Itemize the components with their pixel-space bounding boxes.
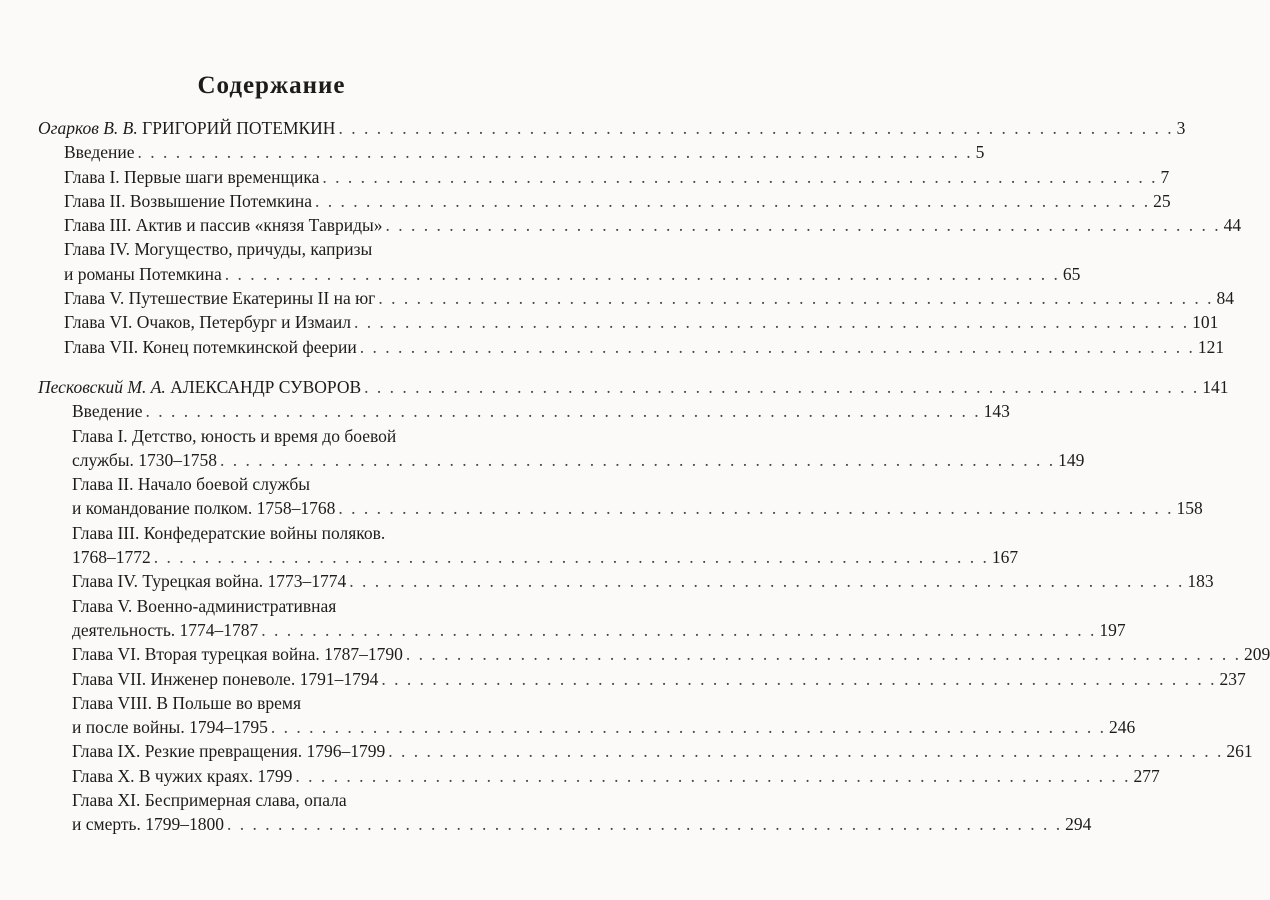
- toc-entry-line: [0, 189, 1171, 213]
- page-number: 294: [1065, 814, 1092, 835]
- dot-leader: . . . . . . . . . . . . . . . . . . . . . . . . . . . . . . . . . . . . . . . . . . . . . . . . . . . . . . . . . . . . . . . . . .: [359, 336, 1195, 357]
- page-number: 121: [1197, 336, 1225, 357]
- toc-section: [0, 375, 1270, 837]
- toc-entry-line: [0, 496, 1203, 520]
- page-number: 237: [1219, 668, 1246, 689]
- toc-entry-line-cont: [0, 788, 543, 812]
- dot-leader: . . . . . . . . . . . . . . . . . . . . . . . . . . . . . . . . . . . . . . . . . . . . . . . . . . . . . . . . . . . . . . . . . .: [295, 765, 1131, 786]
- toc-entry-line: [0, 262, 1081, 286]
- entry-title: Введение: [72, 401, 143, 422]
- toc-entry-line-cont: [0, 691, 543, 715]
- toc-entry[interactable]: [0, 788, 1092, 837]
- page-number: 65: [1062, 263, 1081, 284]
- toc-section: [0, 116, 1242, 359]
- toc-entry-line-cont: [0, 237, 543, 261]
- entry-title: Введение: [64, 142, 135, 163]
- toc-entry[interactable]: [0, 399, 1010, 423]
- toc-entry[interactable]: [0, 310, 1219, 334]
- page-number: 25: [1153, 190, 1171, 211]
- dot-leader: . . . . . . . . . . . . . . . . . . . . . . . . . . . . . . . . . . . . . . . . . . . . . . . . . . . . . . . . . . . . . . . . . .: [338, 498, 1174, 519]
- toc-entry[interactable]: [0, 691, 1136, 740]
- entry-title: и романы Потемкина: [64, 263, 222, 284]
- page-number: 5: [975, 142, 985, 163]
- page-number: 141: [1202, 377, 1229, 397]
- entry-title: Глава I. Первые шаги временщика: [64, 166, 320, 187]
- entry-title: Глава VI. Вторая турецкая война. 1787–1790: [72, 644, 403, 665]
- dot-leader: . . . . . . . . . . . . . . . . . . . . . . . . . . . . . . . . . . . . . . . . . . . . . . . . . . . . . . . . . . . . . . . . . .: [388, 741, 1224, 762]
- toc-section-header: [0, 116, 1186, 140]
- toc-entry-line: [0, 448, 1085, 472]
- dot-leader: . . . . . . . . . . . . . . . . . . . . . . . . . . . . . . . . . . . . . . . . . . . . . . . . . . . . . . . . . . . . . . . . . .: [153, 547, 989, 568]
- dot-leader: . . . . . . . . . . . . . . . . . . . . . . . . . . . . . . . . . . . . . . . . . . . . . . . . . . . . . . . . . . . . . . . . . .: [322, 166, 1158, 187]
- toc-entry[interactable]: [0, 521, 1019, 570]
- toc-entry-line: [0, 213, 1242, 237]
- page-number: 158: [1176, 498, 1203, 519]
- toc-entry[interactable]: [0, 165, 1170, 189]
- dot-leader: . . . . . . . . . . . . . . . . . . . . . . . . . . . . . . . . . . . . . . . . . . . . . . . . . . . . . . . . . . . . . . . . . .: [315, 190, 1151, 211]
- toc-entry[interactable]: [0, 594, 1126, 643]
- page-number: 101: [1192, 312, 1219, 333]
- entry-title: Глава VII. Конец потемкинской феерии: [64, 336, 357, 357]
- entry-title: Глава IX. Резкие превращения. 1796–1799: [72, 741, 386, 762]
- toc-section-header: [0, 375, 1229, 399]
- dot-leader: . . . . . . . . . . . . . . . . . . . . . . . . . . . . . . . . . . . . . . . . . . . . . . . . . . . . . . . . . . . . . . . . . .: [364, 377, 1200, 397]
- dot-leader: . . . . . . . . . . . . . . . . . . . . . . . . . . . . . . . . . . . . . . . . . . . . . . . . . . . . . . . . . . . . . . . . . .: [338, 118, 1174, 138]
- toc-entry-line: [0, 335, 1225, 359]
- page-number: 183: [1187, 571, 1214, 592]
- entry-title: Глава IV. Могущество, причуды, капризы: [64, 239, 373, 260]
- entry-title: Глава VI. Очаков, Петербург и Измаил: [64, 312, 351, 333]
- entry-title: деятельность. 1774–1787: [72, 619, 259, 640]
- dot-leader: . . . . . . . . . . . . . . . . . . . . . . . . . . . . . . . . . . . . . . . . . . . . . . . . . . . . . . . . . . . . . . . . . .: [137, 142, 973, 163]
- toc-entry[interactable]: [0, 642, 1270, 666]
- toc-entry-line-cont: [0, 472, 543, 496]
- page-number: 167: [991, 547, 1019, 568]
- entry-title: Глава X. В чужих краях. 1799: [72, 765, 293, 786]
- toc-entry-line: [0, 310, 1219, 334]
- dot-leader: . . . . . . . . . . . . . . . . . . . . . . . . . . . . . . . . . . . . . . . . . . . . . . . . . . . . . . . . . . . . . . . . . .: [381, 668, 1217, 689]
- toc-entry[interactable]: [0, 764, 1160, 788]
- page-number: 3: [1176, 118, 1186, 138]
- dot-leader: . . . . . . . . . . . . . . . . . . . . . . . . . . . . . . . . . . . . . . . . . . . . . . . . . . . . . . . . . . . . . . . . . .: [385, 215, 1221, 236]
- entry-title: 1768–1772: [72, 547, 151, 568]
- dot-leader: . . . . . . . . . . . . . . . . . . . . . . . . . . . . . . . . . . . . . . . . . . . . . . . . . . . . . . . . . . . . . . . . . .: [261, 619, 1097, 640]
- dot-leader: . . . . . . . . . . . . . . . . . . . . . . . . . . . . . . . . . . . . . . . . . . . . . . . . . . . . . . . . . . . . . . . . . .: [227, 814, 1063, 835]
- toc-entry-line: [0, 642, 1270, 666]
- page-number: 197: [1099, 619, 1126, 640]
- entry-title: Глава III. Актив и пассив «князя Тавриды»: [64, 215, 383, 236]
- toc-entry[interactable]: [0, 237, 1081, 286]
- toc-entry[interactable]: [0, 213, 1242, 237]
- toc-entry[interactable]: [0, 140, 985, 164]
- entry-title: Глава IV. Турецкая война. 1773–1774: [72, 571, 347, 592]
- toc-entry[interactable]: [0, 424, 1085, 473]
- toc-entry-line: [0, 764, 1160, 788]
- toc-entry-line: [0, 569, 1214, 593]
- toc-entry-line: [0, 715, 1136, 739]
- page-number: 209: [1243, 644, 1270, 665]
- page-number: 149: [1058, 449, 1085, 470]
- section-author: Огарков В. В.: [38, 118, 138, 138]
- dot-leader: . . . . . . . . . . . . . . . . . . . . . . . . . . . . . . . . . . . . . . . . . . . . . . . . . . . . . . . . . . . . . . . . . .: [145, 401, 981, 422]
- section-work-title: АЛЕКСАНДР СУВОРОВ: [165, 377, 362, 397]
- page-number: 246: [1108, 717, 1136, 738]
- toc-entry-line: [0, 399, 1010, 423]
- toc-entry[interactable]: [0, 335, 1225, 359]
- toc-entry-line: [0, 165, 1170, 189]
- entry-title: Глава VIII. В Польше во время: [72, 692, 302, 713]
- page-number: 277: [1133, 765, 1160, 786]
- dot-leader: . . . . . . . . . . . . . . . . . . . . . . . . . . . . . . . . . . . . . . . . . . . . . . . . . . . . . . . . . . . . . . . . . .: [220, 449, 1056, 470]
- entry-title: Глава II. Начало боевой службы: [72, 474, 310, 495]
- toc-entry-line: [0, 140, 985, 164]
- entry-title: и после войны. 1794–1795: [72, 717, 268, 738]
- toc-entry[interactable]: [0, 286, 1234, 310]
- dot-leader: . . . . . . . . . . . . . . . . . . . . . . . . . . . . . . . . . . . . . . . . . . . . . . . . . . . . . . . . . . . . . . . . . .: [224, 263, 1060, 284]
- toc-entry[interactable]: [0, 472, 1203, 521]
- dot-leader: . . . . . . . . . . . . . . . . . . . . . . . . . . . . . . . . . . . . . . . . . . . . . . . . . . . . . . . . . . . . . . . . . .: [354, 312, 1190, 333]
- toc-entry[interactable]: [0, 739, 1253, 763]
- toc-entry-line: [0, 812, 1092, 836]
- toc-entry[interactable]: [0, 189, 1171, 213]
- entry-title: Глава V. Военно-административная: [72, 595, 337, 616]
- entry-title: и командование полком. 1758–1768: [72, 498, 336, 519]
- entry-title: Глава XI. Беспримерная слава, опала: [72, 790, 347, 811]
- toc-entry-line-cont: [0, 424, 543, 448]
- section-work-title: ГРИГОРИЙ ПОТЕМКИН: [137, 118, 336, 138]
- entry-title: Глава V. Путешествие Екатерины II на юг: [64, 288, 376, 309]
- toc-section-heading: [38, 375, 361, 399]
- dot-leader: . . . . . . . . . . . . . . . . . . . . . . . . . . . . . . . . . . . . . . . . . . . . . . . . . . . . . . . . . . . . . . . . . .: [349, 571, 1185, 592]
- page-number: 84: [1216, 288, 1234, 309]
- entry-title: Глава I. Детство, юность и время до боевой: [72, 425, 397, 446]
- page-title: Содержание: [197, 72, 346, 99]
- page-number: 44: [1223, 215, 1242, 236]
- toc-entry-line-cont: [0, 521, 543, 545]
- entry-title: Глава VII. Инженер поневоле. 1791–1794: [72, 668, 379, 689]
- entry-title: и смерть. 1799–1800: [72, 814, 224, 835]
- toc-entry-line: [0, 545, 1019, 569]
- toc-section-heading: [38, 116, 335, 140]
- entry-title: службы. 1730–1758: [72, 449, 218, 470]
- toc-entry-line: [0, 667, 1246, 691]
- page-number: 7: [1160, 166, 1170, 187]
- entry-title: Глава III. Конфедератские войны поляков.: [72, 522, 386, 543]
- toc-entry-line: [0, 739, 1253, 763]
- toc-entry[interactable]: [0, 667, 1246, 691]
- dot-leader: . . . . . . . . . . . . . . . . . . . . . . . . . . . . . . . . . . . . . . . . . . . . . . . . . . . . . . . . . . . . . . . . . .: [270, 717, 1106, 738]
- toc-entry-line: [0, 286, 1234, 310]
- toc-entry-line: [0, 618, 1126, 642]
- entry-title: Глава II. Возвышение Потемкина: [64, 190, 312, 211]
- page-number: 261: [1226, 741, 1253, 762]
- page-number: 143: [983, 401, 1010, 422]
- toc-entry-line-cont: [0, 594, 543, 618]
- dot-leader: . . . . . . . . . . . . . . . . . . . . . . . . . . . . . . . . . . . . . . . . . . . . . . . . . . . . . . . . . . . . . . . . . .: [405, 644, 1241, 665]
- dot-leader: . . . . . . . . . . . . . . . . . . . . . . . . . . . . . . . . . . . . . . . . . . . . . . . . . . . . . . . . . . . . . . . . . .: [378, 288, 1214, 309]
- toc-entry[interactable]: [0, 569, 1214, 593]
- section-author: Песковский М. А.: [38, 377, 166, 397]
